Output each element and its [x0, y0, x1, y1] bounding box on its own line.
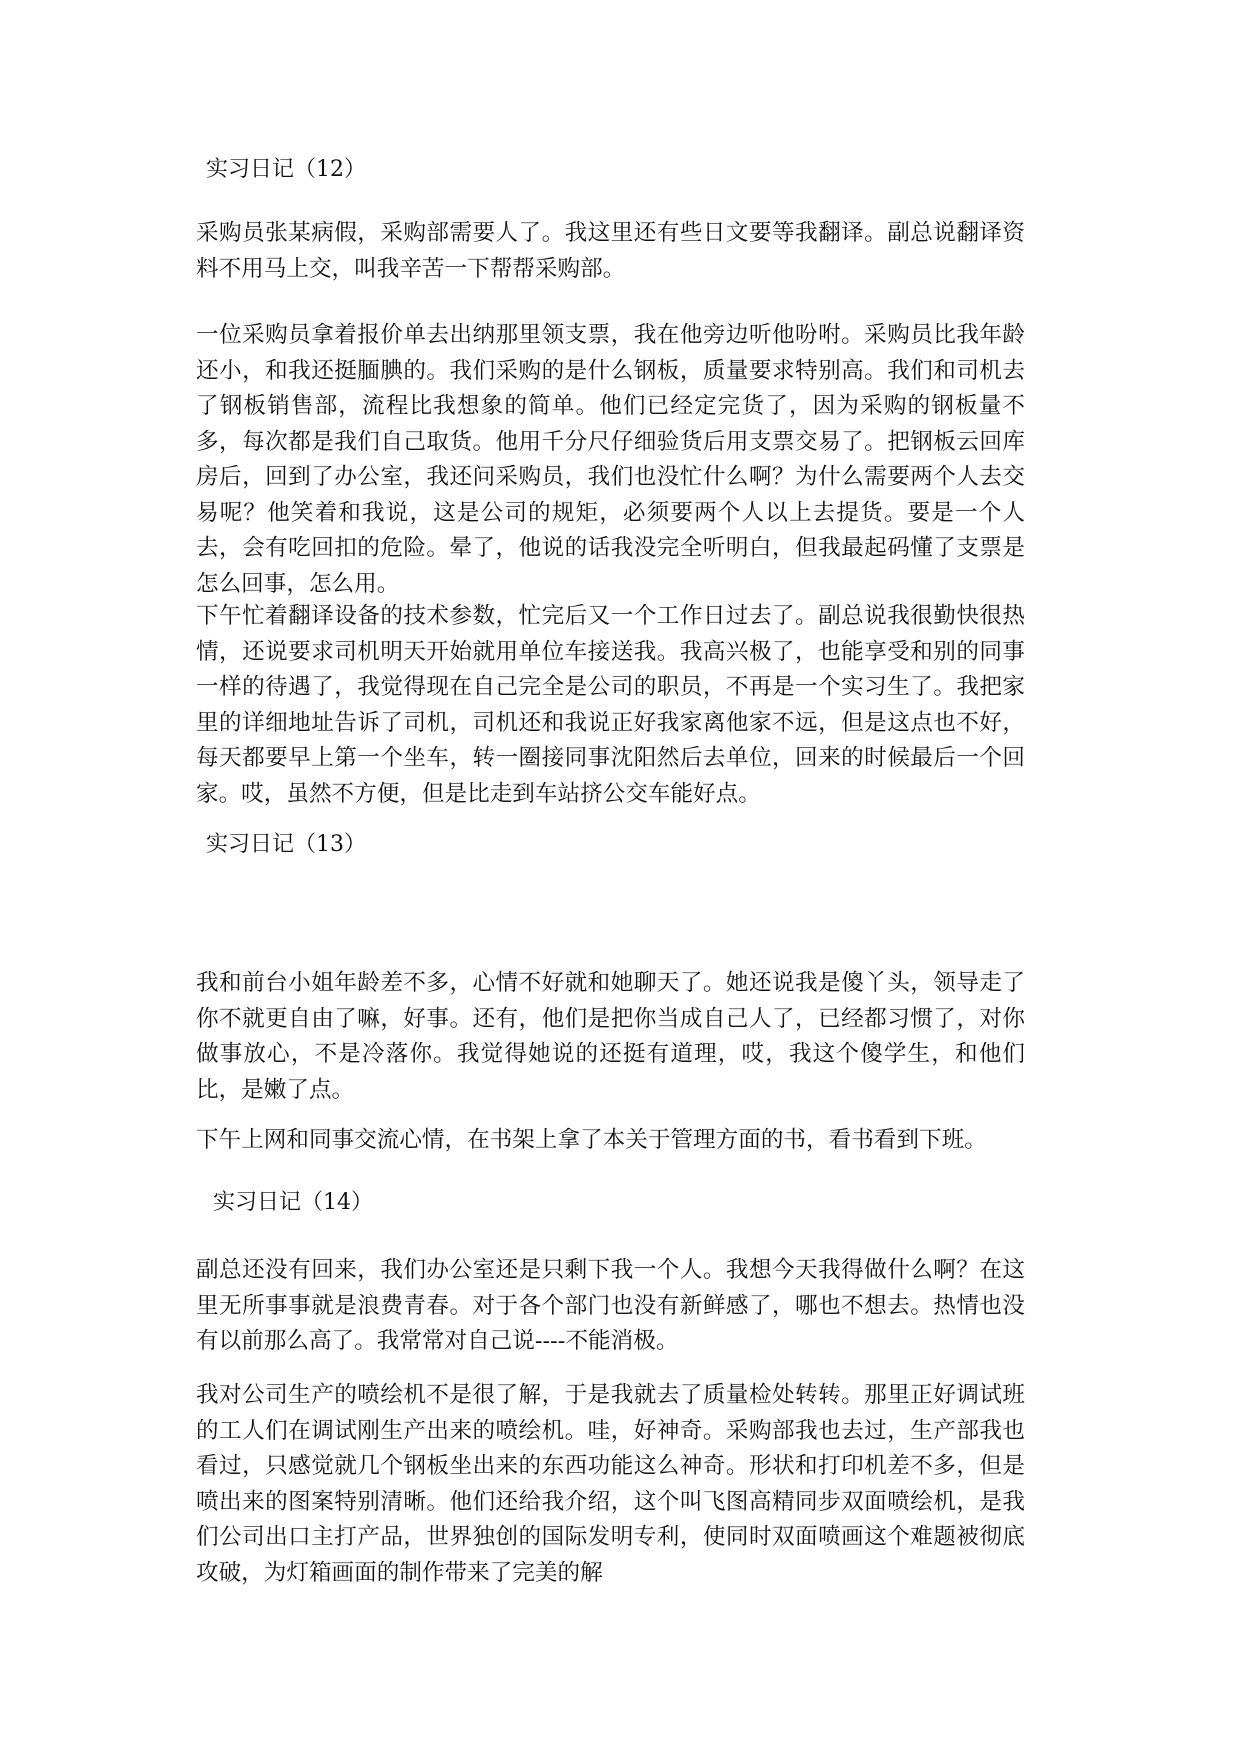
entry-14-paragraph-1: 副总还没有回来，我们办公室还是只剩下我一个人。我想今天我得做什么啊？在这里无所事事就是浪费青春。对于各个部门也没有新鲜感了，哪也不想去。热情也没有以前那么高了。我常常对自己说----不能消极。 — [196, 1257, 1025, 1354]
entry-12-paragraph-3: 下午忙着翻译设备的技术参数，忙完后又一个工作日过去了。副总说我很勤快很热情，还说要求司机明天开始就用单位车接送我。我高兴极了，也能享受和别的同事一样的待遇了，我觉得现在自己完全是公司的职员，不再是一个实习生了。我把家里的详细地址告诉了司机，司机还和我说正好我家离他家不远，但是这点也不好，每天都要早上第一个坐车，转一圈接同事沈阳然后去单位，回来的时候最后一个回家。哎，虽然不方便，但是比走到车站挤公交车能好点。 — [196, 603, 1025, 807]
entry-13-paragraph-2: 下午上网和同事交流心情，在书架上拿了本关于管理方面的书，看书看到下班。 — [196, 1127, 987, 1153]
entry-12-title: 实习日记（12） — [206, 157, 366, 182]
entry-12-paragraph-2: 一位采购员拿着报价单去出纳那里领支票，我在他旁边听他吩咐。采购员比我年龄还小，和我还挺腼腆的。我们采购的是什么钢板，质量要求特别高。我们和司机去了钢板销售部，流程比我想象的简单。他们已经定完货了，因为采购的钢板量不多，每次都是我们自己取货。他用千分尺仔细验货后用支票交易了。把钢板云回库房后，回到了办公室，我还问采购员，我们也没忙什么啊？为什么需要两个人去交易呢？他笑着和我说，这是公司的规矩，必须要两个人以上去提货。要是一个人去，会有吃回扣的危险。晕了，他说的话我没完全听明白，但我最起码懂了支票是怎么回事，怎么用。 — [196, 322, 1025, 597]
entry-12-paragraph-1: 采购员张某病假，采购部需要人了。我这里还有些日文要等我翻译。副总说翻译资料不用马上交，叫我辛苦一下帮帮采购部。 — [196, 220, 1025, 282]
entry-14-paragraph-2: 我对公司生产的喷绘机不是很了解，于是我就去了质量检处转转。那里正好调试班的工人们在调试刚生产出来的喷绘机。哇，好神奇。采购部我也去过，生产部我也看过，只感觉就几个钢板坐出来的东西功能这么神奇。形状和打印机差不多，但是喷出来的图案特别清晰。他们还给我介绍，这个叫飞图高精同步双面喷绘机，是我们公司出口主打产品，世界独创的国际发明专利，使同时双面喷画这个难题被彻底攻破，为灯箱画面的制作带来了完美的解 — [196, 1382, 1025, 1586]
entry-14-title: 实习日记（14） — [213, 1190, 373, 1215]
entry-13-title: 实习日记（13） — [206, 832, 366, 857]
entry-13-paragraph-1: 我和前台小姐年龄差不多，心情不好就和她聊天了。她还说我是傻丫头，领导走了你不就更自由了嘛，好事。还有，他们是把你当成自己人了，已经都习惯了，对你做事放心，不是冷落你。我觉得她说的还挺有道理，哎，我这个傻学生，和他们比，是嫩了点。 — [196, 970, 1025, 1103]
